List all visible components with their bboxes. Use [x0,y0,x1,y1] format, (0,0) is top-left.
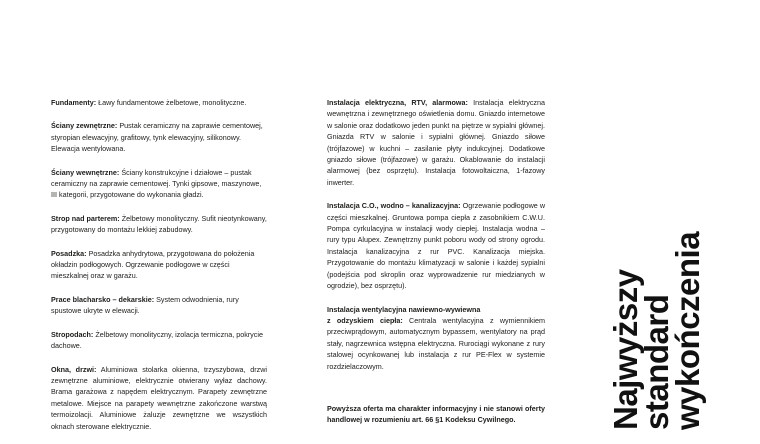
spec-label-continued: z odzyskiem ciepła: [327,315,403,325]
spec-floor [51,248,267,282]
spec-text: Centrala wentylacyjna z wymiennikiem przeciwprądowym, automatycznym bypassem, wentylatory na prąd stały, nagrzewnica wstępna elektryczna. Rurociągi wykonane z rury stalowej ocynkowanej lub instalacja z rur PE-Flex w systemie rozdzielaczowym. [327,315,546,371]
spec-label: Posadzka: [51,248,87,258]
spec-ceiling [51,213,267,236]
spec-flat-roof [51,329,267,352]
vertical-title-line: wykończenia [669,231,706,430]
spec-external-walls [51,120,267,154]
spec-label: Stropodach: [51,329,94,339]
spec-electrical [327,97,545,188]
spec-text: Posadzka anhydrytowa, przygotowana do położenia okładzin podłogowych. Ogrzewanie podłogowe w części mieszkalnej oraz w garażu. [51,248,255,281]
spec-label: Ściany zewnętrzne: [51,121,118,131]
spec-text: Instalacja elektryczna wewnętrzna i zewnętrznego oświetlenia domu. Gniazdo internetowe w salonie oraz dodatkowo jeden punkt na piętrze w sypialni głównej. Gniazda RTV w salonie i sypialni głównej. Gniazdo siłowe (trójfazowe) w kuchni – zasilanie płyty indukcyjnej. Dodatkowe gniazdo siłowe (trójfazowe) w garażu. Okablowanie do instalacji alarmowej (bez osprzętu). Instalacja fotowoltaiczna, 1-fazowy inwerter. [327,98,546,187]
left-spec-column [51,97,267,444]
spec-label: Okna, drzwi: [51,364,97,374]
spec-ventilation [327,304,545,372]
spec-heating-plumbing [327,200,545,291]
legal-notice: Powyższa oferta ma charakter informacyjny i nie stanowi oferty handlowej w rozumieniu art. 66 §1 Kodeksu Cywilnego. [327,404,545,425]
spec-text: Ściany konstrukcyjne i działowe – pustak ceramiczny na zaprawie cementowej. Tynki gipsowe, maszynowe, III kategorii, przygotowane do wykonania gładzi. [51,167,262,200]
spec-text: System odwodnienia, rury spustowe ukryte w elewacji. [51,294,239,316]
spec-internal-walls [51,167,267,201]
vertical-title-line: Najwyższy [607,269,644,430]
middle-spec-column [327,97,545,384]
spec-label: Fundamenty: [51,98,97,107]
spec-label: Strop nad parterem: [51,213,120,223]
spec-roofing-works [51,294,267,317]
spec-text: Ogrzewanie podłogowe w części mieszkalnej. Gruntowa pompa ciepła z zasobnikiem C.W.U. Pompa cyrkulacyjna w instalacji wody ciepłej. Instalacja wodna – rury typu Alupex. Zewnętrzny punkt poboru wody od strony ogrodu. Instalacja kanalizacyjna z rur PVC. Kanalizacja miejska. Przygotowanie do montażu klimatyzacji w salonie i każdej sypialni (podejścia pod skroplin oraz wyprowadzenie rur miedzianych w ogrodzie), bez osprzętu). [327,201,546,291]
spec-text: Ławy fundamentowe żelbetowe, monolityczne. [98,98,247,107]
spec-text: Żelbetowy monolityczny. Sufit nieotynkowany, przygotowany do montażu lekkiej zabudowy. [51,213,267,235]
spec-text: Aluminiowa stolarka okienna, trzyszybowa, drzwi zewnętrzne aluminiowe, elektrycznie otwierany wyłaz dachowy. Brama garażowa z napędem elektrycznym. Parapety zewnętrzne metalowe. Miejsce na parapety wewnętrzne zakończone warstwą termoizolacji. Aluminiowe żaluzje zewnętrzne we wszystkich oknach sterowane elektrycznie. [51,364,267,431]
spec-label: Instalacja wentylacyjna nawiewno-wywiewna [327,304,481,314]
spec-label: Instalacja elektryczna, RTV, alarmowa: [327,98,468,107]
spec-windows-doors [51,364,267,432]
vertical-title [607,231,706,430]
spec-label: Instalacja C.O., wodno – kanalizacyjna: [327,201,461,211]
spec-text: Pustak ceramiczny na zaprawie cementowej, styropian elewacyjny, grafitowy, tynk elewacyjny, silikonowy. Elewacja wentylowana. [51,121,263,154]
spec-label: Ściany wewnętrzne: [51,167,120,177]
spec-text: Żelbetowy monolityczny, izolacja termiczna, pokrycie dachowe. [51,329,263,351]
spec-foundations [51,97,267,108]
vertical-title-line: standard [638,294,675,430]
spec-label: Prace blacharsko – dekarskie: [51,294,155,304]
